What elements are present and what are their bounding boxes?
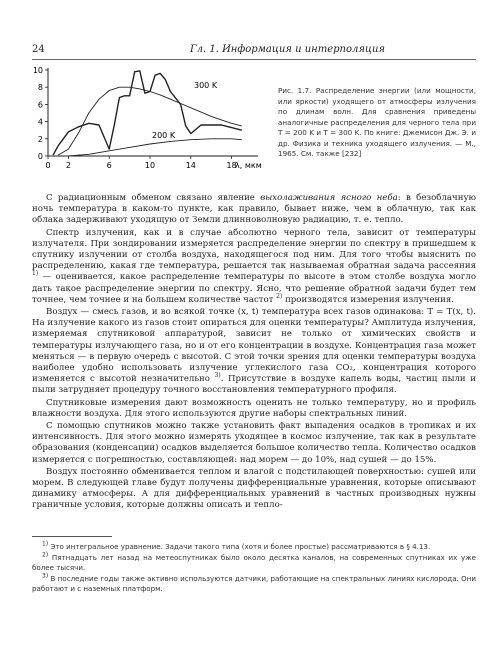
figure-caption: Рис. 1.7. Распределение энергии (или мощности, или яркости) уходящего от атмосферы излучения по длинам волн. Для сравнения приведены аналогичные распределения для черного тела при T = 200 K и T = 300 K. По книге: Джемисон Дж. Э. и др. Физика и техника уходящего излучения. — М., 1965. См. также [232] — [278, 86, 476, 158]
paragraph — [32, 193, 476, 227]
y-tick-label: 2 — [37, 134, 43, 144]
y-tick-label: 6 — [37, 100, 43, 110]
chapter-title: Гл. 1. Информация и интерполяция — [190, 44, 386, 55]
footnote-ref[interactable]: 3) — [214, 372, 221, 380]
running-header — [32, 43, 476, 60]
footnote-divider — [32, 536, 112, 537]
footnote-mark: 3) — [42, 572, 49, 580]
text-run: — оценивается, какое распределение температуры по высоте в этом столбе воздуха могло дать такое распределение энергии по спектру. Ясно, что решение обратной задачи будет тем точнее, чем точнее и на большем количестве частот — [32, 272, 476, 305]
paragraph: Спутниковые измерения дают возможность оценить не только температуру, но и профиль влажности воздуха. Для этого используются другие наборы спектральных линий. — [32, 397, 476, 419]
y-tick-label: 4 — [37, 117, 43, 127]
footnote-text: Это интегральное уравнение. Задачи такого типа (хотя и более простые) рассматриваются в § 4.13. — [48, 542, 431, 551]
text-run: С радиационным обменом связано явление — [46, 193, 261, 203]
x-tick-label: 0 — [45, 161, 51, 170]
blackbody-300k-curve — [58, 87, 242, 155]
x-tick-label: 10 — [144, 161, 156, 170]
footnote-text: В последние годы также активно используются датчики, работающие на спектральных линиях кислорода. Они работают и с наземных платформ. — [32, 573, 476, 594]
body-text — [32, 193, 476, 512]
text-run: . Присутствие в воздухе капель воды, частиц пыли и пыли затрудняет процедуру точного восстановления температурного профиля. — [32, 374, 476, 396]
footnote — [32, 553, 476, 574]
footnote — [32, 574, 476, 595]
radiation-chart — [28, 64, 268, 184]
y-tick-label: 8 — [37, 83, 43, 93]
footnote-ref[interactable]: 2) — [276, 292, 283, 300]
blackbody-200k-curve — [68, 139, 241, 156]
text-run: производятся измерения излучения. — [282, 294, 455, 305]
radiation-chart-svg — [28, 64, 268, 184]
footnote-ref[interactable]: 1) — [32, 270, 39, 278]
x-axis-unit: λ, мкм — [235, 161, 262, 170]
paragraph — [32, 228, 476, 306]
footnotes — [32, 536, 476, 595]
footnote — [32, 542, 476, 553]
y-tick-label: 0 — [37, 152, 43, 161]
paragraph — [32, 307, 476, 397]
x-tick-label: 18 — [226, 161, 237, 170]
label-300k: 300 K — [194, 81, 218, 90]
footnote-text: Пятнадцать лет назад на метеоспутниках было около десятка каналов, на современных спутниках их уже более тысячи. — [32, 552, 476, 573]
page-number: 24 — [32, 44, 45, 55]
footnote-mark: 1) — [42, 540, 49, 548]
text-run: : в безоблачную ночь температура в каком-то пункте, как правило, бывает ниже, чем в облачную, так как облака задерживают уходящую от Земли длинноволновую радиацию, т. е. тепло. — [32, 193, 476, 226]
label-200k: 200 K — [152, 131, 176, 140]
x-tick-label: 14 — [185, 161, 196, 170]
emphasis: выхолаживания ясного неба — [260, 193, 398, 203]
footnote-mark: 2) — [42, 551, 49, 559]
paragraph: Воздух постоянно обменивается теплом и влагой с подстилающей поверхностью: сушей или морем. В следующей главе будут получены дифференциальные уравнения, которые описывают динамику атмосферы. А для дифференциальных уравнений в частных производных нужны граничные условия, которые должны описать и тепло- — [32, 466, 476, 511]
paragraph: С помощью спутников можно также установить факт выпадения осадков в тропиках и их интенсивность. Для этого можно измерять уходящее в космос излучение, так как в результате образования (конденсации) осадков выделяется большое количество тепла. Количество осадков измеряется с погрешностью, составляющей: над морем — до 10%, над сушей — до 15%. — [32, 421, 476, 465]
x-tick-label: 6 — [106, 161, 112, 170]
y-tick-label: 10 — [32, 66, 43, 75]
text-run: Спектр излучения, как и в случае абсолютно черного тела, зависит от температуры излучателя. При зондировании измеряется распределение энергии по спектру в пришедшем к спутнику излучении от столба воздуха, находящегося под ним. Для того чтобы выяснить по распределению, какая где температура, решается так называемая обратная задача рассеяния — [32, 227, 476, 272]
x-tick-label: 2 — [65, 161, 71, 170]
text-run: Воздух — смесь газов, и во всякой точке (x, t) температура всех газов одинакова: T = T(x, t). На излучение какого из газов стоит опираться для оценки температуры? Амплитуда излучения, измеряемая спутниковой аппаратурой, зависит не только от химических свойств и температуры излучающего газа, но и от его концентрации в воздухе. Концентрация газа может меняться — в первую очередь с высотой. С этой точки зрения для оценки температуры воздуха наиболее удобно использовать излучение углекислого газа CO₂, концентрация которого изменяется с высотой незначительно — [32, 307, 476, 385]
